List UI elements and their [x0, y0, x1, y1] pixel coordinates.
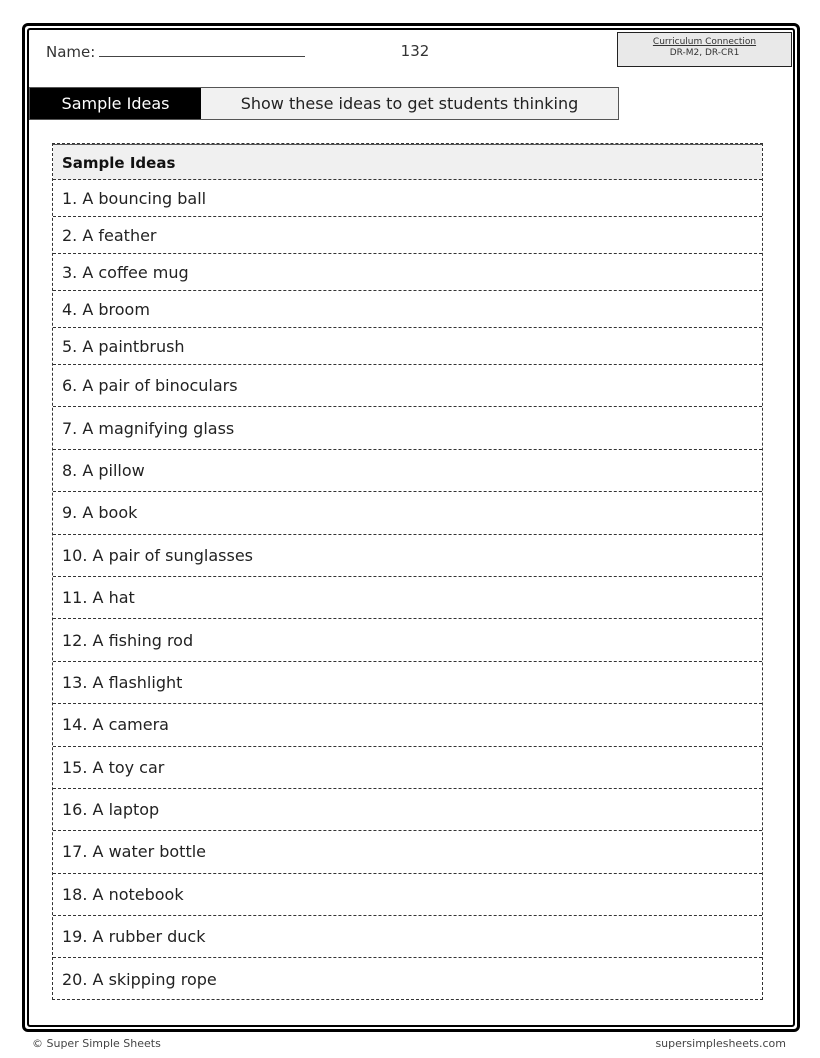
curriculum-connection-title: Curriculum Connection [652, 37, 757, 47]
name-field [46, 42, 305, 61]
list-item: 18. A notebook [53, 874, 762, 916]
list-item: 17. A water bottle [53, 831, 762, 873]
footer-copyright: © Super Simple Sheets [32, 1037, 161, 1050]
list-item: 13. A flashlight [53, 662, 762, 704]
list-item: 7. A magnifying glass [53, 407, 762, 449]
curriculum-codes: DR-M2, DR-CR1 [669, 48, 740, 58]
list-item: 8. A pillow [53, 450, 762, 492]
list-item: 12. A fishing rod [53, 619, 762, 661]
list-item: 20. A skipping rope [62, 970, 217, 990]
list-item: 11. A hat [53, 577, 762, 619]
footer-website: supersimplesheets.com [655, 1037, 786, 1050]
curriculum-connection-box [617, 32, 792, 67]
section-header-bar [29, 87, 619, 120]
list-item: 19. A rubber duck [53, 916, 762, 958]
name-blank-line[interactable] [99, 42, 305, 57]
list-item: 2. A feather [53, 217, 762, 254]
section-description: Show these ideas to get students thinking [240, 94, 579, 113]
list-item: 16. A laptop [53, 789, 762, 831]
list-item: 6. A pair of binoculars [53, 365, 762, 407]
list-item: 5. A paintbrush [53, 328, 762, 365]
list-item: 4. A broom [53, 291, 762, 328]
list-item: 9. A book [53, 492, 762, 534]
list-item: 10. A pair of sunglasses [53, 535, 762, 577]
page-number: 132 [400, 42, 430, 60]
sample-ideas-table [52, 143, 763, 1000]
name-label: Name: [46, 43, 96, 61]
table-heading: Sample Ideas [53, 144, 762, 180]
list-item: 15. A toy car [53, 747, 762, 789]
list-item: 14. A camera [53, 704, 762, 746]
list-item: 1. A bouncing ball [53, 180, 762, 217]
section-label: Sample Ideas [30, 88, 201, 119]
list-item: 3. A coffee mug [53, 254, 762, 291]
